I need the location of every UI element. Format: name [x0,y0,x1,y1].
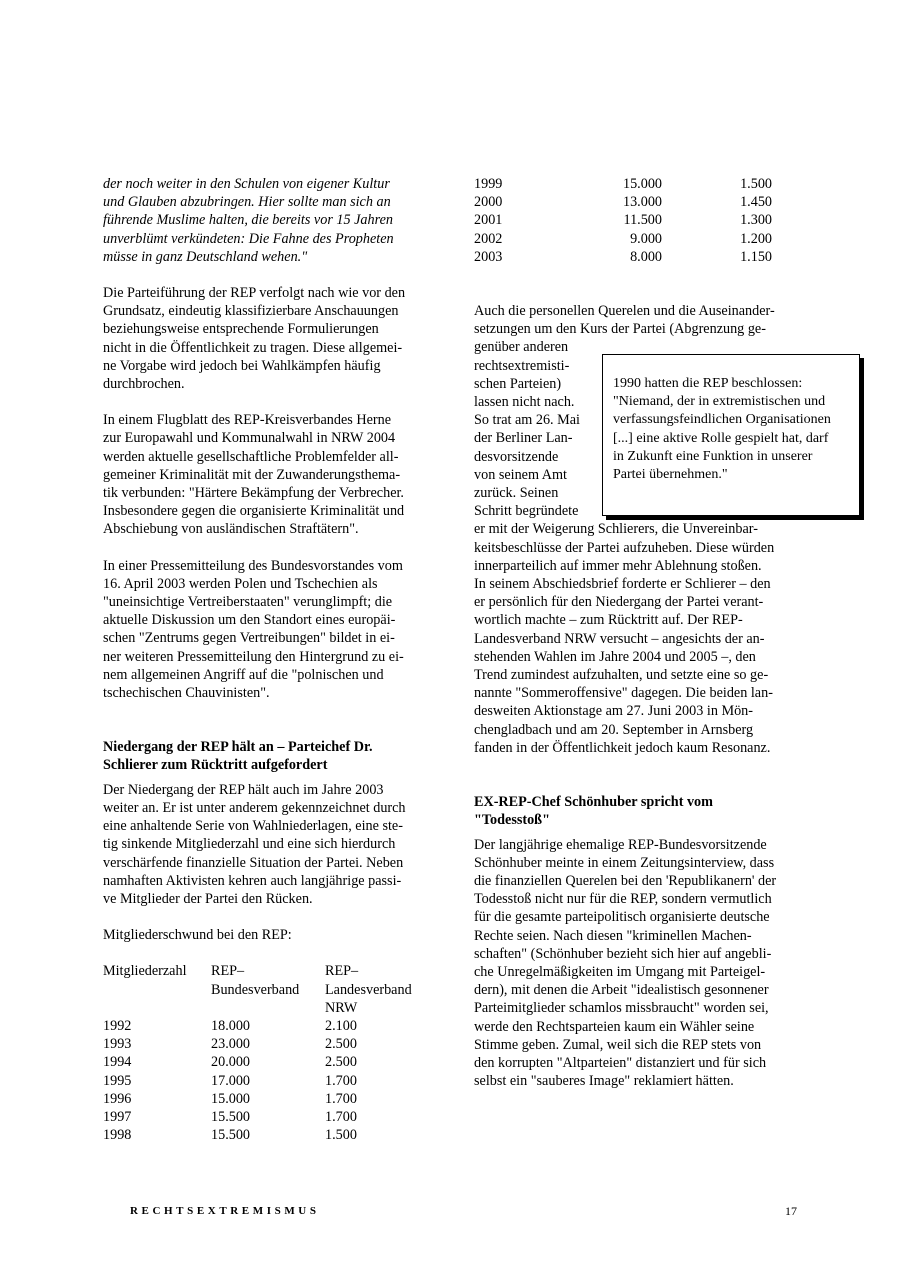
text-line: Der langjährige ehemalige REP-Bundesvorsitzende [474,836,767,853]
table-row [474,230,772,248]
table-cell: 2003 [474,248,503,265]
table-header-cell: REP– Landesverband NRW [325,963,412,1016]
membership-table-continued [474,175,772,266]
table-cell: 9.000 [630,230,662,247]
text-line: schen "Zentrums gegen Vertreibungen" bildet in ei- [103,630,395,647]
text-line: Die Parteiführung der REP verfolgt nach wie vor den [103,285,406,302]
table-cell: 2.100 [325,1017,357,1034]
text-line: den korrupten "Altparteien" distanziert und für sich [474,1054,767,1071]
text-line: schaften" (Schönhuber bezieht sich hier auf angebli- [474,945,772,962]
table-cell: 1.200 [740,230,772,247]
text-line: ne Vorgabe wird jedoch bei Wahlkämpfen häufig [103,357,381,374]
table-cell: 1993 [103,1036,132,1053]
table-caption: Mitgliederschwund bei den REP: [103,927,292,944]
table-cell: 20.000 [211,1054,251,1071]
text-line: schen Parteien) [474,375,562,392]
paragraph-party-leadership [103,284,433,393]
text-line: In seinem Abschiedsbrief forderte er Schlierer – den [474,576,771,593]
text-line: In einer Pressemitteilung des Bundesvorstandes vom [103,557,403,574]
text-line: zur Europawahl und Kommunalwahl in NRW 2004 [103,430,396,447]
text-line: Rechte seien. Nach diesen "kriminellen Machen- [474,927,752,944]
text-line: selbst ein "sauberes Image" reklamiert hätten. [474,1073,734,1090]
text-line: weiter an. Er ist unter anderem gekennzeichnet durch [103,799,406,816]
table-cell: 1998 [103,1127,132,1144]
text-line: namhaften Aktivisten kehren auch langjährige passi- [103,872,402,889]
text-line: tschechischen Chauvinisten". [103,685,270,702]
text-line: Stimme geben. Zumal, weil sich die REP stets von [474,1036,762,1053]
table-cell: 1997 [103,1108,132,1125]
table-row [103,1053,412,1071]
text-line: werden aktuelle gesellschaftliche Problemfelder all- [103,448,399,465]
table-cell: 2001 [474,212,503,229]
text-line: Abschiebung von ausländischen Straftätern". [103,521,359,538]
table-row [103,1108,412,1126]
table-header-row [103,962,412,1017]
text-line: führende Muslime halten, die bereits vor 15 Jahren [103,212,393,229]
text-line: nem allgemeinen Angriff auf die "polnischen und [103,666,384,683]
page-number: 17 [785,1204,797,1218]
table-cell: 15.000 [211,1090,251,1107]
text-line: Schlierer zum Rücktritt aufgefordert [103,757,328,774]
text-line: eine anhaltende Serie von Wahlniederlagen, eine ste- [103,818,403,835]
text-line: 16. April 2003 werden Polen und Tschechien als [103,575,378,592]
text-line: nannte "Sommeroffensive" dagegen. Die beiden lan- [474,685,773,702]
table-cell: 23.000 [211,1036,251,1053]
right-column [474,175,874,1090]
table-cell: 11.500 [623,212,662,229]
text-line: desweiten Aktionstage am 27. Juni 2003 in Mön- [474,703,753,720]
paragraph-press-release [103,557,433,703]
text-line: verfassungsfeindlichen Organisationen [613,412,831,428]
table-cell: 2000 [474,194,503,211]
text-line: "Todesstoß" [474,812,550,829]
quote-box-text [613,375,849,484]
text-line: Niedergang der REP hält an – Parteichef Dr. [103,739,373,756]
text-line: desvorsitzende [474,448,559,465]
text-line: EX-REP-Chef Schönhuber spricht vom [474,794,713,811]
table-cell: 2.500 [325,1036,357,1053]
table-cell: 1999 [474,176,503,192]
text-line: tig sinkende Mitgliederzahl und eine sich hierdurch [103,836,396,853]
table-cell: 8.000 [630,248,662,265]
table-cell: 1.300 [740,212,772,229]
quote-paragraph [103,175,433,266]
table-cell: 1.700 [325,1090,357,1107]
table-cell: 1992 [103,1017,132,1034]
text-line: 1990 hatten die REP beschlossen: [613,376,803,391]
table-cell: 17.000 [211,1072,251,1089]
text-line: verschärfende finanzielle Situation der Partei. Neben [103,854,404,871]
text-line: wortlich machte – zum Rücktritt auf. Der REP- [474,612,743,629]
text-line: "Niemand, der in extremistischen und [613,394,826,410]
text-line: müsse in ganz Deutschland wehen." [103,248,308,265]
text-line: von seinem Amt [474,466,568,483]
table-cell: 1.700 [325,1108,357,1125]
text-line: keitsbeschlüsse der Partei aufzuheben. Diese würden [474,539,775,556]
table-cell: 1996 [103,1090,132,1107]
table-cell: 13.000 [622,194,662,211]
table-cell: 15.500 [211,1127,251,1144]
text-line: chengladbach und am 20. September in Arnsberg [474,721,754,738]
text-line: beziehungsweise entsprechende Formulierungen [103,321,379,338]
table-cell: 2.500 [325,1054,357,1071]
table-cell: 1.450 [740,194,772,211]
text-line: ner weiteren Pressemitteilung den Hintergrund zu ei- [103,648,404,665]
text-line: ve Mitglieder der Partei den Rücken. [103,890,313,907]
text-line: Schritt begründete [474,503,579,520]
table-cell: 1995 [103,1072,132,1089]
table-cell: 1.500 [740,176,772,192]
text-line: setzungen um den Kurs der Partei (Abgrenzung ge- [474,321,766,338]
text-line: er mit der Weigerung Schlierers, die Unvereinbar- [474,521,758,538]
table-cell: 1.150 [740,248,772,265]
text-line: er persönlich für den Niedergang der Partei verant- [474,594,764,611]
paragraph-flyer [103,411,433,538]
table-cell: 18.000 [211,1017,251,1034]
footer-title: RECHTSEXTREMISMUS [130,1205,320,1217]
text-line: Partei übernehmen." [613,467,728,483]
table-header-cell: REP– Bundesverband [211,963,300,998]
paragraph-schoenhuber [474,836,874,1091]
section-heading-decline [103,738,433,774]
table-cell: 15.500 [211,1108,251,1125]
text-line: Landesverband NRW versucht – angesichts der an- [474,630,765,647]
table-cell: 1994 [103,1054,132,1071]
text-line: Parteimitglieder schamlos missbraucht" worden sei, [474,1000,769,1017]
text-line: in Zukunft eine Funktion in unserer [613,448,813,464]
membership-table [103,962,412,1144]
table-row [103,1090,412,1108]
text-line: und Glauben abzubringen. Hier sollte man sich an [103,194,391,211]
text-line: die finanziellen Querelen bei den 'Republikanern' der [474,872,777,889]
text-line: rechtsextremisti- [474,357,570,374]
text-line: che Unregelmäßigkeiten im Umgang mit Parteigel- [474,963,766,980]
table-row [103,1126,412,1144]
text-line: Trend zumindest aufzuhalten, und setzte eine so ge- [474,667,769,684]
table-row [474,211,772,229]
text-line: nicht in die Öffentlichkeit zu tragen. Diese allgemei- [103,339,403,356]
text-line: durchbrochen. [103,376,185,393]
text-line: genüber anderen [474,339,569,356]
text-line: werde den Rechtsparteien kaum ein Wähler seine [474,1018,755,1035]
text-line: Grundsatz, eindeutig klassifizierbare Anschauungen [103,303,399,320]
text-line: gemeiner Kriminalität mit der Zuwanderungsthema- [103,466,401,483]
section-heading-schoenhuber [474,793,874,829]
table-cell: 2002 [474,230,503,247]
text-line: lassen nicht nach. [474,394,575,411]
text-line: unverblümt verkündeten: Die Fahne des Propheten [103,230,394,247]
text-line: Auch die personellen Querelen und die Auseinander- [474,303,775,320]
text-line: fanden in der Öffentlichkeit jedoch kaum Resonanz. [474,739,771,756]
table-header-cell: Mitgliederzahl [103,963,187,980]
text-line: "uneinsichtige Vertreiberstaaten" verunglimpft; die [103,594,393,611]
text-line: tik verbunden: "Härtere Bekämpfung der Verbrecher. [103,485,404,502]
text-line: aktuelle Diskussion um den Standort eines europäi- [103,612,396,629]
table-row [474,193,772,211]
text-line: der Berliner Lan- [474,430,573,447]
table-row [474,248,772,266]
left-column [103,175,433,1144]
text-line: der noch weiter in den Schulen von eigener Kultur [103,176,390,192]
quote-box [602,354,860,516]
text-line: So trat am 26. Mai [474,412,580,429]
text-line: Der Niedergang der REP hält auch im Jahre 2003 [103,781,384,798]
paragraph-decline [103,781,433,908]
table-cell: 15.000 [622,176,662,192]
text-line: [...] eine aktive Rolle gespielt hat, darf [613,430,829,446]
table-row [103,1017,412,1035]
table-cell: 1.700 [325,1072,357,1089]
text-line: zurück. Seinen [474,485,559,502]
table-cell: 1.500 [325,1127,357,1144]
table-row [103,1072,412,1090]
text-line: für die gesamte parteipolitisch organisierte deutsche [474,909,770,926]
table-row [474,175,772,193]
text-line: Schönhuber meinte in einem Zeitungsinterview, dass [474,854,775,871]
text-line: In einem Flugblatt des REP-Kreisverbandes Herne [103,412,392,429]
text-line: innerparteilich auf immer mehr Ablehnung stoßen. [474,557,762,574]
text-line: Insbesondere gegen die organisierte Kriminalität und [103,503,405,520]
text-line: stehenden Wahlen im Jahre 2004 und 2005 –, den [474,648,756,665]
text-line: dern), mit denen die Arbeit "idealistisch gesonnener [474,982,769,999]
text-line: Todesstoß nicht nur für die REP, sondern vermutlich [474,891,772,908]
table-row [103,1035,412,1053]
